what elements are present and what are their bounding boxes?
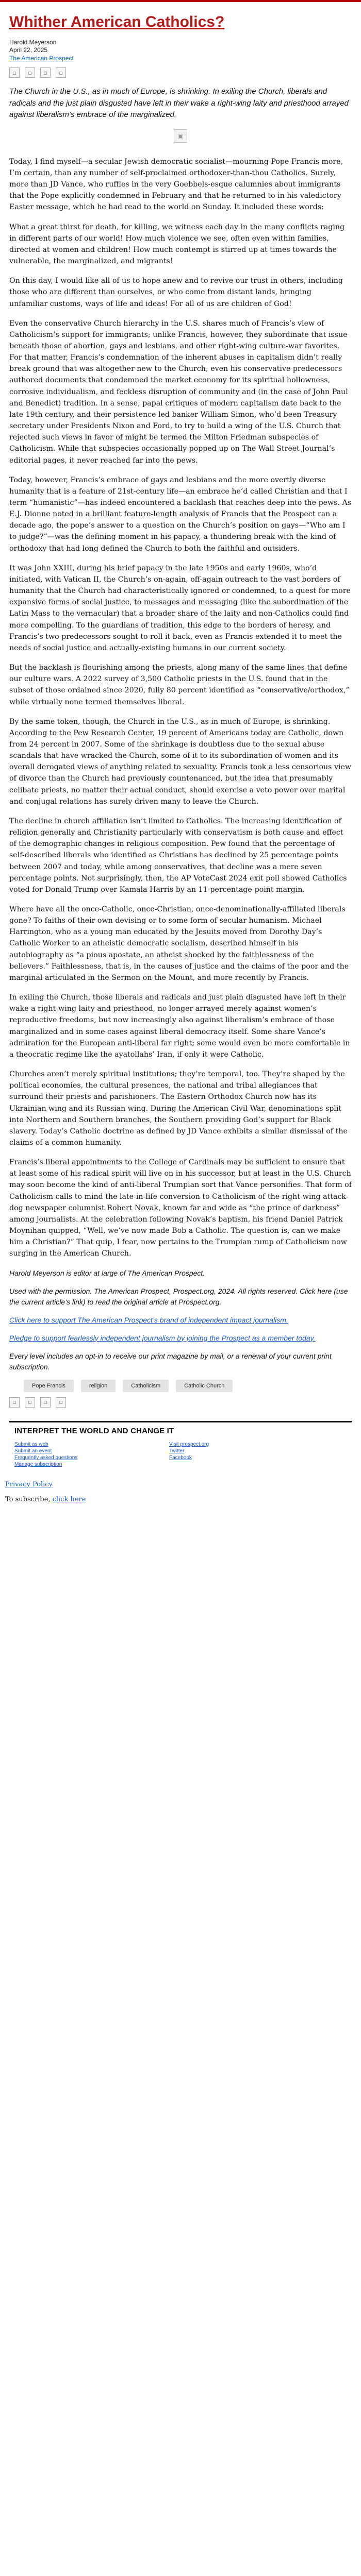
body-paragraph: It was John XXIII, during his brief papacy in the late 1950s and early 1960s, who’d initiated, with Vatican II, the Church’s on-again, off-again outreach to the vast borders of humanity that the Church had characteristically ignored or condemned, to a quest for more expansive forms of social justice, to messages and messaging (like the subordination of the Latin Mass to the vernacular) that a broader share of the laity and non-Catholics could find more compelling. To the guardians of tradition, this edge to the borders of heresy, and Francis’s two predecessors sought to roll it back, even as Francis extended it to meet the needs of social justice and actually-existing humans in our current society. <box>9 564 351 652</box>
footer-link[interactable]: Visit prospect.org <box>169 1441 209 1447</box>
subscribe-line <box>5 1496 356 1503</box>
tag-pill[interactable]: religion <box>81 1380 116 1392</box>
publish-date: April 22, 2025 <box>9 46 48 54</box>
body-paragraph: By the same token, though, the Church in the U.S., as in much of Europe, is shrinking. According to the Pew Research Center, 19 percent of Americans today are Catholic, down from 24 percent in 2007. Some of the shrinkage is doubtless due to the sexual abuse scandals that have wracked the Church, some of it to its subordination of women and its overall derogated views of anything related to sexuality. Francis took a less censorious view of divorce than the Church had previously countenanced, but the idea that presumably celibate priests, no matter their actual conduct, should exercise a veto power over marital and conjugal relations has surely driven many to leave the Church. <box>9 717 352 806</box>
share-row-bottom <box>9 1397 352 1408</box>
footer-link[interactable]: Submit an event <box>14 1448 52 1454</box>
footer-links <box>14 1442 303 1467</box>
body-paragraph: What a great thirst for death, for killing, we witness each day in the many conflicts raging in different parts of our world! How much violence we see, often even within families, directed at women and children! How much contempt is stirred up at times towards the vulnerable, the marginalized, and migrants! <box>9 223 345 266</box>
share-twitter-icon[interactable]: ▫ <box>25 1397 35 1408</box>
byline <box>9 39 352 63</box>
body-paragraph: Churches aren’t merely spiritual institutions; they’re temporal, too. They’re shaped by the political economies, the cultural presences, the national and tribal allegiances that surround their priests and parishioners. The Eastern Orthodox Church now has its Ukrainian wing and its Russian wing. During the American Civil War, denominations split into Northern and Southern branches, the Southern providing God’s support for Black slavery. Today’s Catholic doctrine as defined by JD Vance exhibits a similar dismissal of the claims of a common humanity. <box>9 1070 348 1147</box>
article-dek: The Church in the U.S., as in much of Europe, is shrinking. In exiling the Church, liberals and radicals and the just plain disgusted have left in their wake a right-wing laity and priesthood arrayed against liberalism’s embrace of the marginalized. <box>9 87 349 120</box>
footer-link[interactable] <box>169 1462 303 1467</box>
share-email-icon[interactable]: ▫ <box>40 67 51 78</box>
body-paragraph: The decline in church affiliation isn’t limited to Catholics. The increasing identification of religion generally and Christianity particularly with conservatism is both cause and effect of the demographic changes in religious composition. Pew found that the percentage of self-described liberals who identified as Christians has declined by 25 percentage points between 2007 and today, while among conservatives, that decline was a mere seven percentage points. Not surprisingly, then, the AP VoteCast 2024 exit poll showed Catholics voted for Donald Trump over Kamala Harris by an 11-percentage-point margin. <box>9 817 347 894</box>
share-link-icon[interactable]: ▫ <box>56 67 66 78</box>
article-body <box>9 156 352 1260</box>
below-footer <box>0 1476 361 1503</box>
top-accent-rule <box>0 0 361 2</box>
body-paragraph: On this day, I would like all of us to hope anew and to revive our trust in others, including those who are different than ourselves, or who come from distant lands, bringing unfamiliar customs, ways of life and ideas! For all of us are children of God! <box>9 277 343 308</box>
email-container <box>9 6 352 1476</box>
footer-link[interactable]: Twitter <box>169 1448 185 1454</box>
hero-image-icon: ▣ <box>174 129 187 143</box>
print-note: Every level includes an opt-in to receive our print magazine by mail, or a renewal of your current print subscription. <box>9 1351 332 1371</box>
body-paragraph: Today, I find myself—a secular Jewish democratic socialist—mourning Pope Francis more, I’m certain, than any number of self-proclaimed orthodoxer-than-thou Catholics. Surely, more than JD Vance, who ruffles in the very Goebbels-esque calumnies about immigrants that the Pope explicitly condemned in February and that he returned to in his valedictory Easter message, which he had read to the world on Sunday. It included these words: <box>9 157 343 212</box>
share-facebook-icon[interactable]: ▫ <box>9 1397 20 1408</box>
footer-link[interactable]: Frequently asked questions <box>14 1454 78 1461</box>
author-signature: Harold Meyerson is editor at large of The American Prospect. <box>9 1268 205 1277</box>
body-paragraph: Where have all the once-Catholic, once-Christian, once-denominationally-affiliated liberals gone? To faiths of their own devising or to some form of secular humanism. Michael Harrington, who as a young man educated by the Jesuits moved from Dorothy Day’s Catholic Worker to an atheistic democratic socialism, described himself in his autobiography as “a pious apostate, an atheist shocked by the faithlessness of the believers.” Faithlessness, that is, in the causes of justice and the claims of the poor and the marginal articulated in the Sermon on the Mount, and more recently by Francis. <box>9 905 349 982</box>
permission-note: Used with the permission. The American Prospect, Prospect.org, 2024. All rights reserved. Click here (use the current article’s link) to read the original article at Prospect.org. <box>9 1286 348 1306</box>
subscribe-link[interactable]: click here <box>52 1495 86 1503</box>
footer-link[interactable]: Manage subscription <box>14 1461 62 1467</box>
tag-pill[interactable]: Pope Francis <box>24 1380 74 1392</box>
share-twitter-icon[interactable]: ▫ <box>25 67 35 78</box>
body-paragraph: In exiling the Church, those liberals and radicals and just plain disgusted have left in their wake a right-wing laity and priesthood, no longer arrayed merely against women’s reproductive freedoms, but now increasingly also against liberalism’s embrace of those marginalized and in some cases against liberal democracy itself. Some share Vance’s admiration for the European anti-liberal far right; some would even be more comfortable in a theocratic regime like the ayatollahs’ Iran, if only it were Catholic. <box>9 993 350 1059</box>
article-title[interactable]: Whither American Catholics? <box>9 13 225 30</box>
publication-link[interactable]: The American Prospect <box>9 54 74 62</box>
footer <box>9 1422 352 1476</box>
footer-heading: INTERPRET THE WORLD AND CHANGE IT <box>14 1426 174 1435</box>
author-name: Harold Meyerson <box>9 38 57 46</box>
share-row-top <box>9 67 352 78</box>
share-email-icon[interactable]: ▫ <box>40 1397 51 1408</box>
privacy-policy-link[interactable]: Privacy Policy <box>5 1480 53 1488</box>
pledge-link[interactable]: Pledge to support fearlessly independent journalism by joining the Prospect as a member today. <box>9 1333 316 1342</box>
tag-list <box>9 1380 352 1392</box>
body-paragraph: Francis’s liberal appointments to the College of Cardinals may be sufficient to ensure that at least some of his radical spirit will live on in his successor, but at least in the U.S. Church may soon become the kind of anti-liberal Trumpian sort that Vance personifies. That form of Catholicism calls to mind the late-in-life conversion to Catholicism of the right-wing attack-dog newspaper columnist Robert Novak, known far and wide as “the prince of darkness” among journalists. At the celebration following Novak’s baptism, his friend Daniel Patrick Moynihan quipped, “Well, we’ve now made Bob a Catholic. The question is, can we make him a Christian?” That quip, I fear, now pertains to the Trumpian rump of Catholicism now surging in the American Church. <box>9 1158 352 1258</box>
footer-link[interactable]: Facebook <box>169 1454 192 1461</box>
tag-pill[interactable]: Catholic Church <box>176 1380 233 1392</box>
subscribe-prefix: To subscribe, <box>5 1495 53 1503</box>
tag-pill[interactable]: Catholicism <box>123 1380 169 1392</box>
share-facebook-icon[interactable]: ▫ <box>9 67 20 78</box>
body-paragraph: Even the conservative Church hierarchy in the U.S. shares much of Francis’s view of Catholicism’s support for immigrants; unlike Francis, however, they subordinate that issue beneath those of abortion, gays and lesbians, and other right-wing culture-war favorites. For that matter, Francis’s condemnation of the inherent abuses in capitalism didn’t really break ground that was altogether new to the Church; even his conservative predecessors authored documents that condemned the market economy for its spiritual hollowness, corrosive individualism, and feckless disruption of community and (in the case of John Paul and Benedict) tradition. In a sense, papal critiques of modern capitalism date back to the late 19th century, and their persistence led banker William Simon, who’d been Treasury secretary under Presidents Nixon and Ford, to try to build a wing of the U.S. Church that rejected such views in favor of might be termed the Milton Friedman subspecies of Catholicism. While that subspecies occasionally popped up on The Wall Street Journal’s editorial pages, it never reached far into the pews. <box>9 319 348 465</box>
article-notes <box>9 1268 352 1372</box>
share-link-icon[interactable]: ▫ <box>56 1397 66 1408</box>
body-paragraph: But the backlash is flourishing among the priests, along many of the same lines that define our culture wars. A 2022 survey of 3,500 Catholic priests in the U.S. found that in the subset of those ordained since 2020, fully 80 percent identified as “conservative/orthodox,” while virtually none termed themselves liberal. <box>9 664 350 706</box>
footer-link[interactable]: Submit as web <box>14 1441 48 1447</box>
body-paragraph: Today, however, Francis’s embrace of gays and lesbians and the more overtly diverse humanity that is a feature of 21st-century life—an embrace he’d called Christian and that I term “humanistic”—has indeed encountered a backlash that reaches deep into the pews. As E.J. Dionne noted in a brilliant feature-length analysis of Francis that the Prospect ran a decade ago, the pope’s answer to a question on the Church’s position on gays—“Who am I to judge?”—was the defining moment in his papacy, a thundering break with the kind of orthodoxy that had long defined the Church to both the faithful and outsiders. <box>9 476 352 553</box>
article-card <box>9 6 352 1408</box>
support-link[interactable]: Click here to support The American Prospect’s brand of independent impact journalism. <box>9 1315 288 1324</box>
